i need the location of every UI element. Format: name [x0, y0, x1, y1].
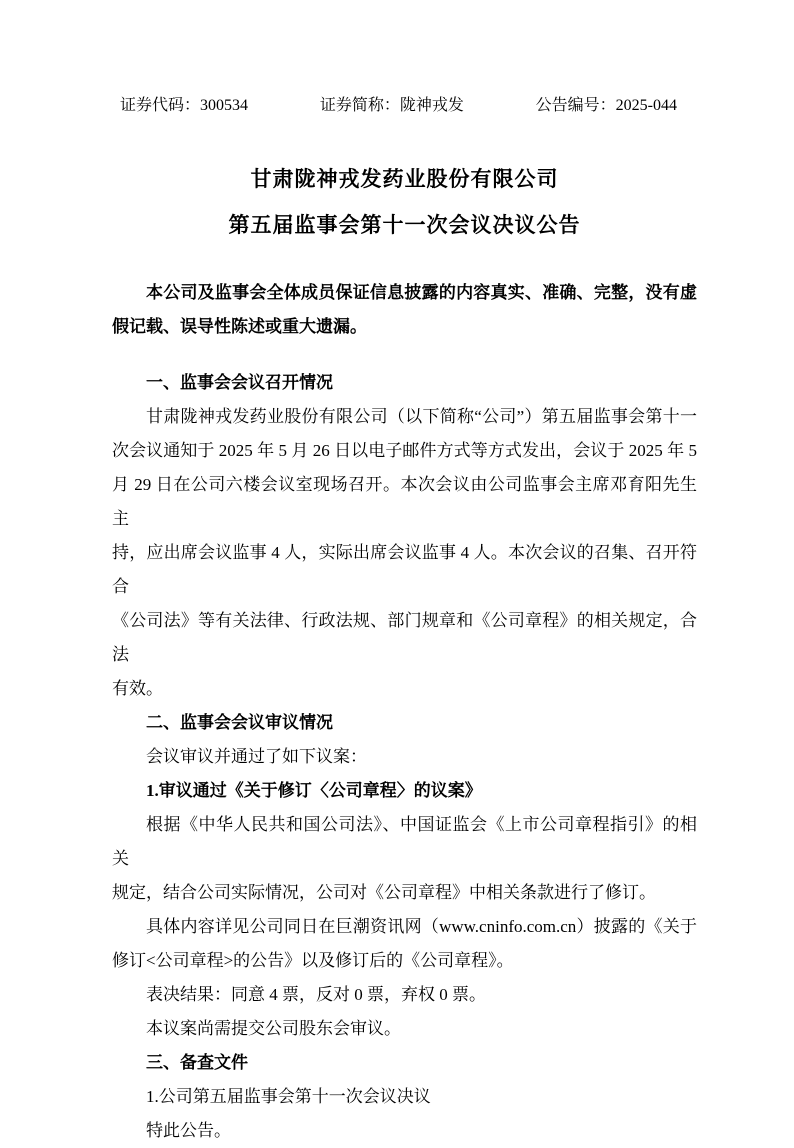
text-line: 有效。	[112, 679, 163, 698]
text-line: 甘肃陇神戎发药业股份有限公司（以下简称“公司”）第五届监事会第十一	[146, 407, 697, 426]
resolution-title: 第五届监事会第十一次会议决议公告	[228, 213, 581, 237]
para-revision-basis	[112, 808, 697, 910]
para-disclosure-reference	[112, 910, 697, 978]
para-vote-result	[112, 978, 697, 1012]
text-line: 会议审议并通过了如下议案：	[146, 747, 367, 766]
text-line: 一、监事会会议召开情况	[146, 373, 333, 392]
text-line: 二、监事会会议审议情况	[146, 713, 333, 732]
text-line: 三、备查文件	[146, 1053, 248, 1072]
text-line: 具体内容详见公司同日在巨潮资讯网（www.cninfo.com.cn）披露的《关于	[146, 917, 697, 936]
text-line: 《公司法》等有关法律、行政法规、部门规章和《公司章程》的相关规定，合法	[112, 611, 697, 664]
section-3-heading	[112, 1046, 697, 1080]
para-review-intro	[112, 740, 697, 774]
proposal-1-heading	[112, 774, 697, 808]
text-line: 持，应出席会议监事 4 人，实际出席会议监事 4 人。本次会议的召集、召开符合	[112, 543, 697, 596]
stock-code: 证券代码：300534	[120, 97, 249, 114]
section-2-heading	[112, 706, 697, 740]
company-name-title: 甘肃陇神戎发药业股份有限公司	[250, 167, 559, 191]
para-closing	[112, 1114, 697, 1148]
text-line: 月 29 日在公司六楼会议室现场召开。本次会议由公司监事会主席邓育阳先生主	[112, 475, 697, 528]
document-header	[112, 96, 697, 116]
announcement-number: 公告编号：2025-044	[535, 97, 677, 114]
text-line: 根据《中华人民共和国公司法》、中国证监会《上市公司章程指引》的相关	[112, 815, 697, 868]
text-line: 1.审议通过《关于修订〈公司章程〉的议案》	[146, 781, 482, 800]
text-line: 规定，结合公司实际情况，公司对《公司章程》中相关条款进行了修订。	[112, 883, 656, 902]
section-1-heading	[112, 366, 697, 400]
text-line: 表决结果：同意 4 票，反对 0 票，弃权 0 票。	[146, 985, 486, 1004]
text-line: 本公司及监事会全体成员保证信息披露的内容真实、准确、完整，没有虚	[146, 283, 697, 302]
para-meeting-convening	[112, 400, 697, 706]
text-line: 假记载、误导性陈述或重大遗漏。	[112, 317, 367, 336]
text-line: 修订<公司章程>的公告》以及修订后的《公司章程》。	[112, 951, 514, 970]
document-body	[112, 276, 697, 1148]
text-line: 特此公告。	[146, 1121, 231, 1140]
text-line: 1.公司第五届监事会第十一次会议决议	[146, 1087, 431, 1106]
stock-short-name: 证券简称：陇神戎发	[319, 97, 464, 114]
para-document-list-item	[112, 1080, 697, 1114]
text-line: 本议案尚需提交公司股东会审议。	[146, 1019, 401, 1038]
para-submission-note	[112, 1012, 697, 1046]
text-line: 次会议通知于 2025 年 5 月 26 日以电子邮件方式等方式发出，会议于 2025 年 5	[112, 441, 697, 460]
statement-paragraph	[112, 276, 697, 344]
